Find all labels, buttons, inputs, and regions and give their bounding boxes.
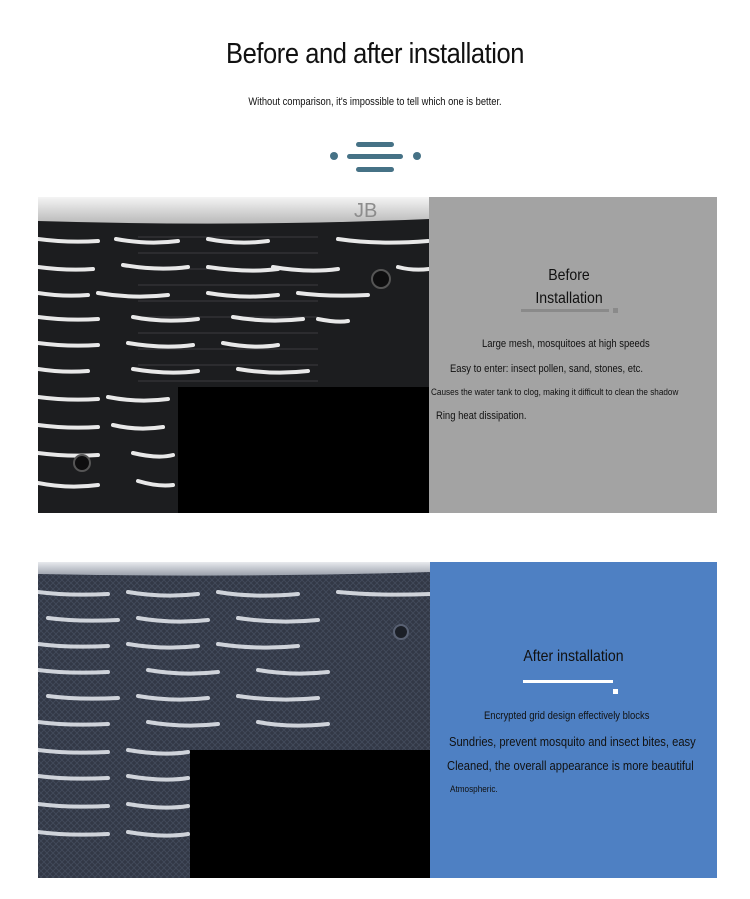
emblem-bar-middle [347,154,403,159]
page-title: Before and after installation [226,38,524,70]
before-title-line2: Installation [535,290,603,307]
emblem-bar-bottom [356,167,394,172]
before-title-line1: Before [548,267,590,284]
before-text-line-3: Causes the water tank to clog, making it difficult to clean the shadow [431,387,679,398]
before-text-line-4: Ring heat dissipation. [436,410,527,422]
before-info-panel [429,197,717,513]
divider-emblem-icon [328,140,424,174]
after-info-panel [430,562,717,878]
after-grille-photo [38,562,430,878]
page-subtitle: Without comparison, it's impossible to tell which one is better. [248,96,502,108]
emblem-bar-top [356,142,394,147]
after-text-line-2: Sundries, prevent mosquito and insect bites, easy [449,734,696,749]
car-front-grille-no-mesh-icon [38,197,429,513]
emblem-dot-right [413,152,421,160]
before-grille-photo [38,197,429,513]
car-front-grille-with-mesh-icon [38,562,430,878]
before-text-line-2: Easy to enter: insect pollen, sand, stones, etc. [450,363,643,375]
before-title-underline [521,309,609,312]
after-title: After installation [523,648,624,665]
after-text-line-4: Atmospheric. [450,784,498,795]
svg-text:JB: JB [354,200,378,222]
after-title-underline [523,680,613,683]
after-underline-dot [613,689,618,694]
before-underline-dot [613,308,618,313]
after-text-line-1: Encrypted grid design effectively blocks [484,710,650,722]
after-text-line-3: Cleaned, the overall appearance is more beautiful [447,758,694,773]
before-text-line-1: Large mesh, mosquitoes at high speeds [482,338,650,350]
emblem-dot-left [330,152,338,160]
